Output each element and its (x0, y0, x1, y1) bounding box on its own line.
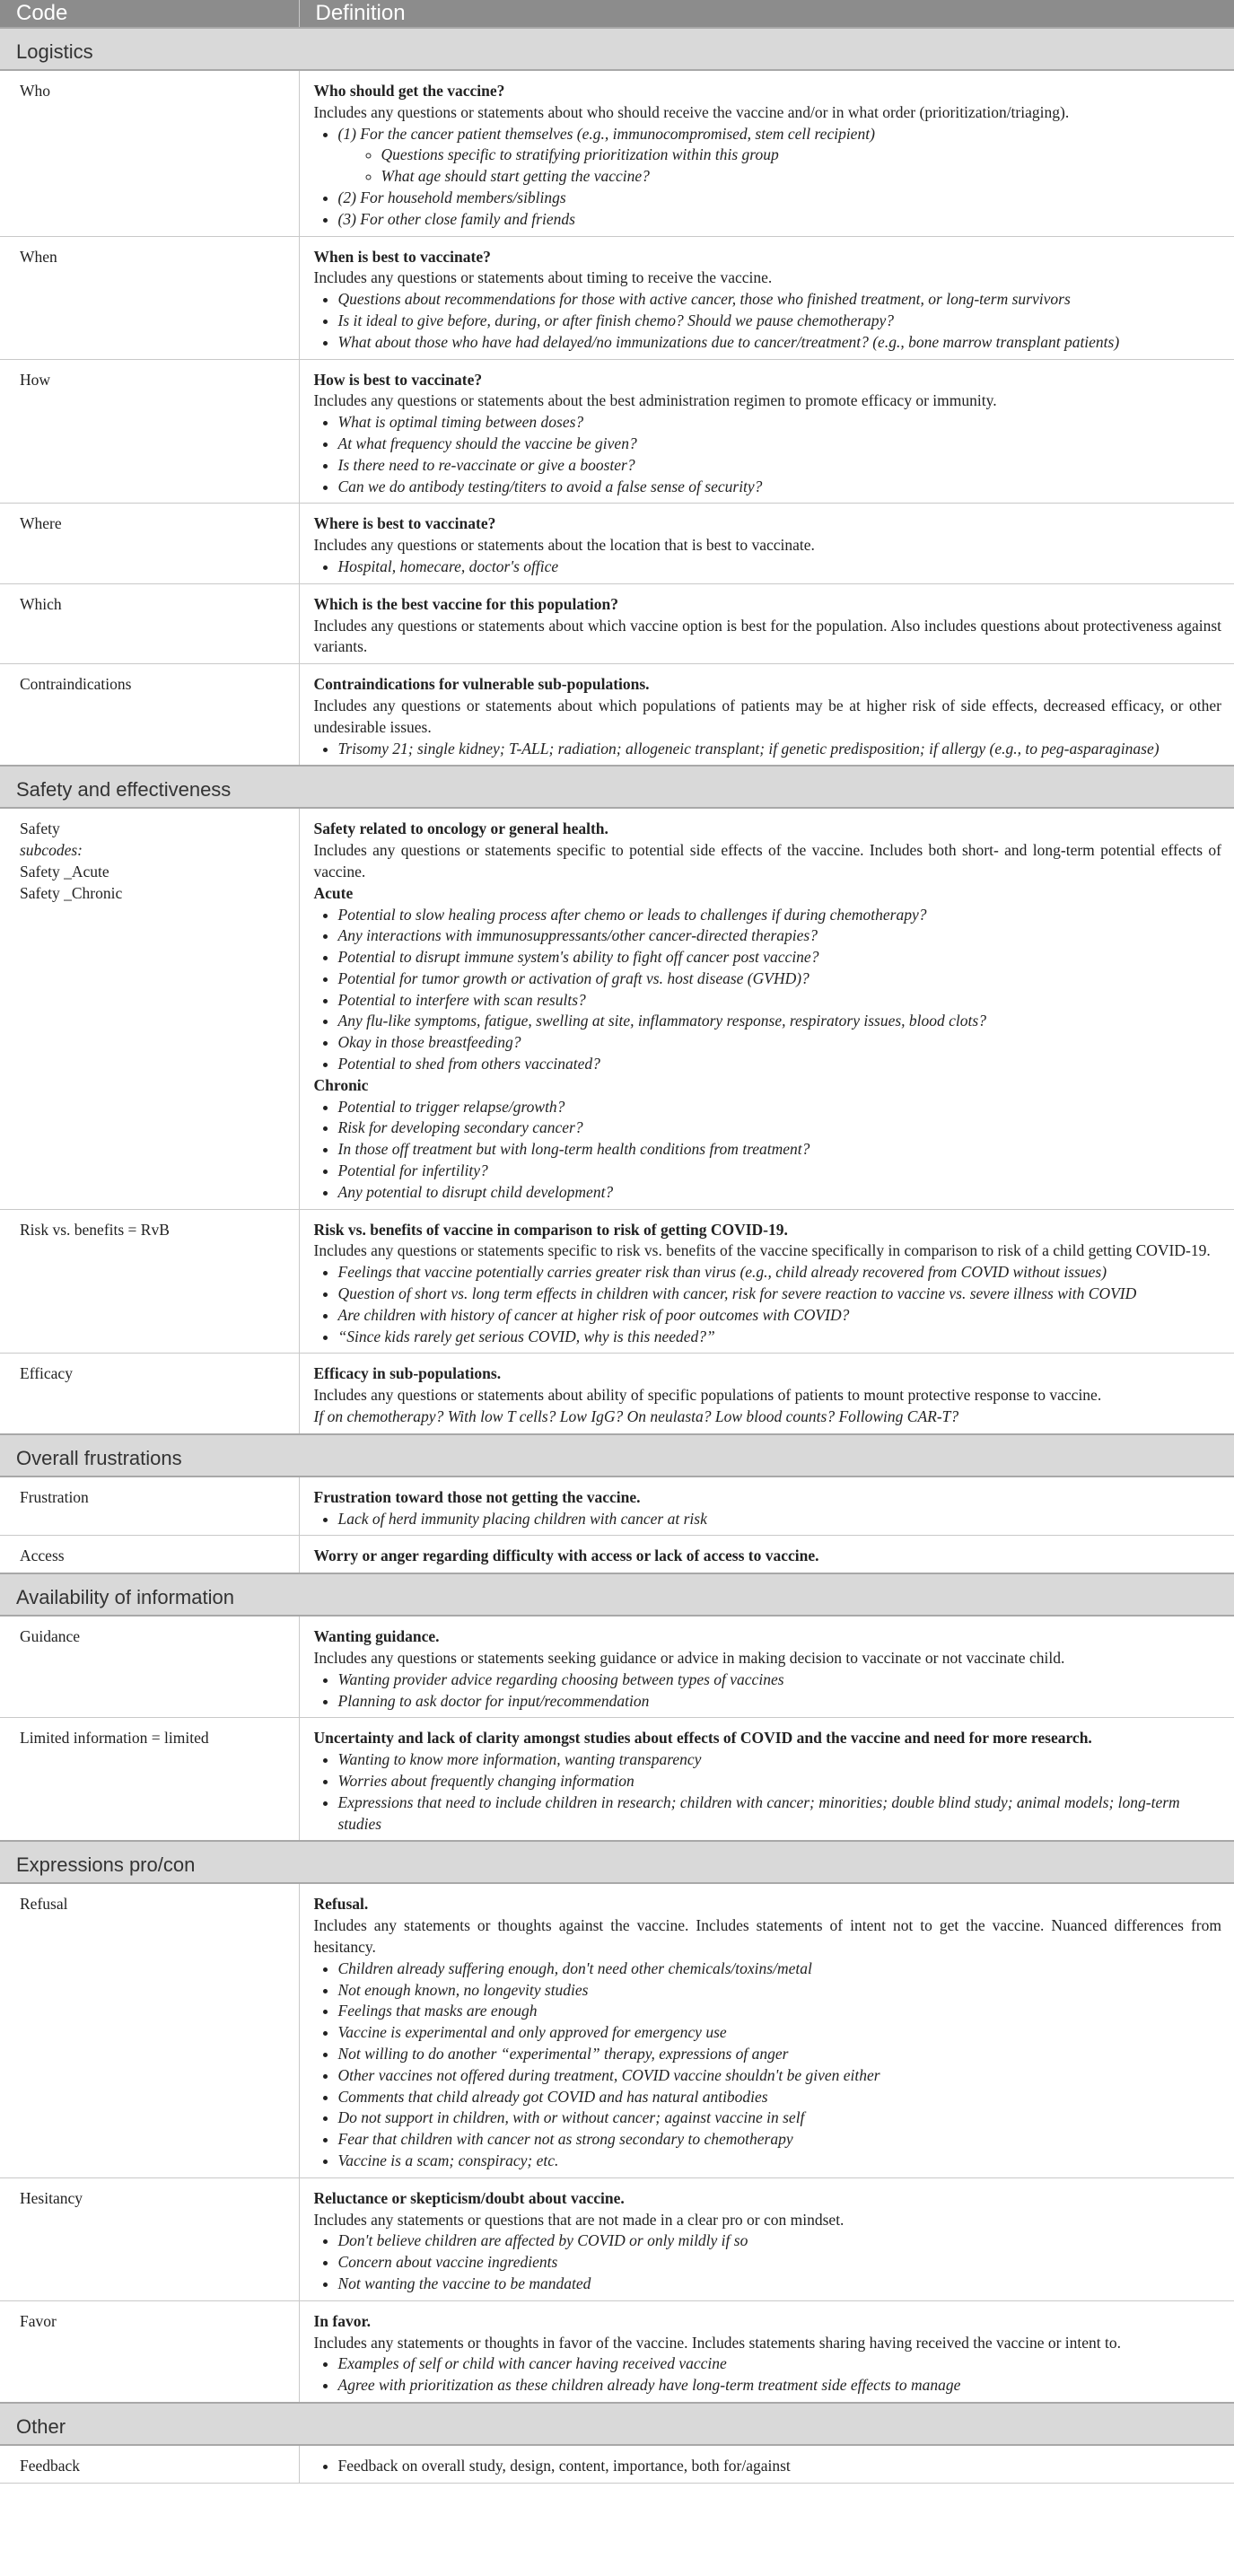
subgroup-label: Chronic (313, 1075, 369, 1094)
code-cell (0, 359, 299, 504)
definition-description: Includes any questions or statements about which vaccine option is best for the population. Also includes questions about protectiveness against variants. (313, 616, 1221, 656)
bullet-text: Don't believe children are affected by COVID or only mildly if so (337, 2231, 748, 2250)
bullet-item (338, 289, 1222, 311)
definition-title: Reluctance or skepticism/doubt about vaccine. (313, 2188, 625, 2207)
bullet-list (314, 1669, 1222, 1713)
bullet-text: “Since kids rarely get serious COVID, why is this needed?” (337, 1327, 715, 1345)
definition-description: Includes any statements or questions that are not made in a clear pro or con mindset. (313, 2210, 845, 2229)
bullet-text: Vaccine is experimental and only approved for emergency use (337, 2023, 727, 2042)
code-label: Frustration (20, 1487, 89, 1506)
bullet-list (314, 1749, 1222, 1835)
bullet-text: Agree with prioritization as these children already have long-term treatment side effects to manage (337, 2376, 961, 2395)
bullet-item (338, 1691, 1222, 1713)
definition-title: Safety related to oncology or general health. (313, 819, 608, 838)
bullet-text: Any potential to disrupt child development? (337, 1182, 614, 1201)
bullet-item (338, 1327, 1222, 1348)
bullet-item (338, 332, 1222, 354)
definition-title: Which is the best vaccine for this population? (313, 594, 618, 613)
definition-cell (299, 2445, 1234, 2483)
bullet-item (338, 739, 1222, 760)
definition-description: Includes any questions or statements seeking guidance or advice in making decision to vaccinate or not vaccinate child. (313, 1649, 1065, 1668)
code-label: Efficacy (20, 1364, 73, 1383)
table-row (0, 1536, 1234, 1573)
definition-cell (299, 2300, 1234, 2403)
definition-description: Includes any questions or statements about the location that is best to vaccinate. (313, 536, 815, 555)
bullet-item (338, 2001, 1222, 2022)
bullet-text: Questions about recommendations for those with active cancer, those who finished treatment, or long-term survivors (337, 290, 1071, 309)
definition-description: Includes any questions or statements about the best administration regimen to promote efficacy or immunity. (313, 391, 997, 410)
bullet-item (338, 1305, 1222, 1327)
definition-title: Frustration toward those not getting the vaccine. (313, 1487, 641, 1506)
subgroup-label: Acute (313, 883, 354, 902)
definition-title: Worry or anger regarding difficulty with access or lack of access to vaccine. (313, 1546, 819, 1565)
section-title: Logistics (0, 28, 1234, 70)
bullet-text: At what frequency should the vaccine be given? (337, 434, 637, 452)
bullet-text: Not wanting the vaccine to be mandated (337, 2274, 591, 2292)
bullet-list (314, 1958, 1222, 2172)
bullet-item (338, 1011, 1222, 1032)
bullet-text: (1) For the cancer patient themselves (e.g., immunocompromised, stem cell recipient) (337, 124, 875, 143)
table-row (0, 70, 1234, 236)
code-label: Hesitancy (20, 2188, 83, 2207)
code-cell (0, 1536, 299, 1573)
bullet-text: In those off treatment but with long-term health conditions from treatment? (337, 1140, 810, 1159)
code-cell (0, 808, 299, 1209)
bullet-text: Question of short vs. long term effects in children with cancer, risk for severe reaction to vaccine vs. severe illness with COVID (337, 1284, 1137, 1303)
bullet-text: Examples of self or child with cancer having received vaccine (337, 2354, 727, 2373)
table-row (0, 2445, 1234, 2483)
definition-title: Refusal. (313, 1895, 369, 1914)
bullet-text: Other vaccines not offered during treatment, COVID vaccine shouldn't be given either (337, 2065, 880, 2084)
bullet-item (338, 2230, 1222, 2252)
table-row (0, 1616, 1234, 1718)
code-label: How (20, 370, 51, 389)
bullet-text: Trisomy 21; single kidney; T-ALL; radiation; allogeneic transplant; if genetic predisposition; if allergy (e.g., to peg-asparaginase) (337, 739, 1160, 758)
table-header-row (0, 0, 1234, 28)
section-row (0, 1841, 1234, 1883)
definition-title: Efficacy in sub-populations. (313, 1364, 502, 1383)
bullet-text: Can we do antibody testing/titers to avoid a false sense of security? (337, 477, 763, 495)
code-label: Feedback (20, 2456, 81, 2475)
bullet-text: Okay in those breastfeeding? (337, 1033, 521, 1052)
definition-title: How is best to vaccinate? (313, 370, 483, 389)
bullet-item (338, 1161, 1222, 1182)
table-row (0, 1883, 1234, 2177)
bullet-item (338, 2375, 1222, 2396)
definition-cell (299, 1536, 1234, 1573)
definition-cell (299, 1883, 1234, 2177)
definition-title: Who should get the vaccine? (313, 82, 505, 100)
bullet-list (314, 124, 1222, 231)
code-cell (0, 583, 299, 663)
bullet-list (314, 1509, 1222, 1530)
bullet-list (314, 1097, 1222, 1204)
definition-description: Includes any statements or thoughts against the vaccine. Includes statements of intent not to get the vaccine. Nuanced differences from hesitancy. (313, 1916, 1221, 1956)
table-row (0, 1209, 1234, 1354)
bullet-item (338, 968, 1222, 990)
bullet-text: Expressions that need to include children in research; children with cancer; minorities; double blind study; animal models; long-term studies (337, 1792, 1180, 1833)
bullet-item (338, 1284, 1222, 1305)
bullet-item (338, 1262, 1222, 1284)
bullet-text: (3) For other close family and friends (337, 209, 575, 228)
bullet-list (314, 2353, 1222, 2396)
bullet-item (338, 1792, 1222, 1836)
bullet-text: (2) For household members/siblings (337, 188, 566, 206)
bullet-item (338, 556, 1222, 578)
section-title: Availability of information (0, 1573, 1234, 1616)
bullet-text: Do not support in children, with or without cancer; against vaccine in self (337, 2108, 805, 2127)
definition-description: Includes any questions or statements specific to potential side effects of the vaccine. Includes both short- and long-term potential effects of vaccine. (313, 841, 1221, 881)
table-row (0, 583, 1234, 663)
bullet-item (338, 1139, 1222, 1161)
bullet-text: Feelings that masks are enough (337, 2002, 538, 2020)
section-row (0, 2403, 1234, 2445)
bullet-item (338, 2353, 1222, 2375)
code-cell (0, 1718, 299, 1841)
bullet-item (338, 1117, 1222, 1139)
bullet-item (338, 990, 1222, 1012)
code-cell (0, 1883, 299, 2177)
code-cell (0, 70, 299, 236)
section-row (0, 766, 1234, 808)
definition-description: Includes any questions or statements about which populations of patients may be at higher risk of side effects, decreased efficacy, or other undesirable issues. (313, 696, 1221, 736)
bullet-text: Risk for developing secondary cancer? (337, 1118, 583, 1137)
bullet-item (338, 1032, 1222, 1054)
table-row (0, 2177, 1234, 2300)
bullet-text: Potential to shed from others vaccinated? (337, 1055, 600, 1073)
code-cell (0, 1209, 299, 1354)
code-cell (0, 664, 299, 767)
bullet-item (338, 1509, 1222, 1530)
code-cell (0, 2445, 299, 2483)
bullet-text: Children already suffering enough, don't need other chemicals/toxins/metal (337, 1958, 812, 1977)
code-label: Safety (20, 819, 60, 838)
definition-description: Includes any statements or thoughts in favor of the vaccine. Includes statements sharing having received the vaccine or intent to. (313, 2333, 1121, 2352)
code-label: Safety _Chronic (20, 883, 123, 902)
bullet-text: Potential to disrupt immune system's ability to fight off cancer post vaccine? (337, 948, 819, 967)
definition-title: Where is best to vaccinate? (313, 514, 496, 533)
bullet-text: Feelings that vaccine potentially carries greater risk than virus (e.g., child already recovered from COVID without issues) (337, 1263, 1107, 1282)
definition-cell (299, 2177, 1234, 2300)
table-row (0, 2300, 1234, 2403)
code-label: Favor (20, 2311, 57, 2330)
bullet-item (338, 477, 1222, 498)
code-label: Risk vs. benefits = RvB (20, 1220, 170, 1239)
bullet-item (338, 2274, 1222, 2295)
bullet-list (314, 1262, 1222, 1347)
bullet-item (338, 1749, 1222, 1771)
bullet-text: Feedback on overall study, design, content, importance, both for/against (337, 2456, 791, 2475)
code-cell (0, 1476, 299, 1536)
bullet-text: Worries about frequently changing information (337, 1772, 635, 1790)
code-label: Refusal (20, 1895, 68, 1914)
table-row (0, 359, 1234, 504)
definition-description: Includes any questions or statements specific to risk vs. benefits of the vaccine specifically in comparison to risk of a child getting COVID-19. (313, 1241, 1211, 1260)
section-row (0, 28, 1234, 70)
bullet-item (338, 1980, 1222, 2002)
bullet-item (338, 2129, 1222, 2151)
definition-description: Includes any questions or statements about ability of specific populations of patients to mount protective response to vaccine. (313, 1386, 1102, 1405)
bullet-text: Fear that children with cancer not as strong secondary to chemotherapy (337, 2130, 793, 2149)
header-code: Code (0, 0, 299, 28)
bullet-item (338, 1097, 1222, 1118)
bullet-item (338, 1182, 1222, 1204)
table-body (0, 28, 1234, 2483)
code-label: Contraindications (20, 675, 132, 694)
section-title: Other (0, 2403, 1234, 2445)
bullet-text: Concern about vaccine ingredients (337, 2253, 558, 2272)
code-cell (0, 1616, 299, 1718)
bullet-list (314, 905, 1222, 1075)
code-label: Access (20, 1546, 65, 1565)
bullet-text: Potential to interfere with scan results? (337, 990, 586, 1009)
sub-bullet-item: ◦ Questions specific to stratifying prioritization within this group (381, 145, 1222, 166)
definition-cell (299, 236, 1234, 359)
sub-bullet-item: ◦ What age should start getting the vaccine? (381, 166, 1222, 188)
definition-cell (299, 1209, 1234, 1354)
definition-cell (299, 583, 1234, 663)
bullet-item (338, 2252, 1222, 2274)
table-row (0, 236, 1234, 359)
bullet-item (338, 455, 1222, 477)
definition-title: Contraindications for vulnerable sub-populations. (313, 675, 650, 694)
bullet-text: Potential for infertility? (337, 1161, 488, 1180)
bullet-text: Lack of herd immunity placing children with cancer at risk (337, 1509, 707, 1528)
code-label: Where (20, 514, 62, 533)
bullet-text: Hospital, homecare, doctor's office (337, 556, 559, 575)
bullet-list (314, 412, 1222, 497)
definition-cell (299, 1616, 1234, 1718)
definition-title: Wanting guidance. (313, 1627, 440, 1646)
definition-cell (299, 808, 1234, 1209)
definition-title: Risk vs. benefits of vaccine in comparison to risk of getting COVID-19. (313, 1220, 788, 1239)
bullet-item (338, 1771, 1222, 1792)
bullet-item (338, 311, 1222, 332)
table-row (0, 1354, 1234, 1434)
bullet-item (338, 1054, 1222, 1075)
sub-bullet-list (338, 145, 1222, 188)
bullet-text: Potential to slow healing process after chemo or leads to challenges if during chemotherapy? (337, 905, 927, 924)
bullet-list (314, 2456, 1222, 2477)
bullet-item (338, 2022, 1222, 2044)
table-row (0, 1476, 1234, 1536)
bullet-item (338, 2151, 1222, 2172)
bullet-item (338, 2065, 1222, 2087)
bullet-text: Are children with history of cancer at higher risk of poor outcomes with COVID? (337, 1305, 850, 1324)
bullet-text: Potential for tumor growth or activation of graft vs. host disease (GVHD)? (337, 968, 810, 987)
table-row (0, 504, 1234, 583)
bullet-item (338, 188, 1222, 209)
definition-cell (299, 1718, 1234, 1841)
bullet-item (338, 124, 1222, 188)
definition-title: Uncertainty and lack of clarity amongst studies about effects of COVID and the vaccine and need for more research. (313, 1729, 1092, 1748)
bullet-text: Wanting provider advice regarding choosing between types of vaccines (337, 1669, 784, 1688)
bullet-item (338, 1669, 1222, 1691)
section-title: Overall frustrations (0, 1434, 1234, 1476)
bullet-item (338, 2087, 1222, 2108)
bullet-item (338, 209, 1222, 231)
code-cell (0, 2300, 299, 2403)
bullet-item (338, 2044, 1222, 2065)
bullet-list (314, 289, 1222, 353)
definition-cell (299, 504, 1234, 583)
bullet-list (314, 2230, 1222, 2294)
code-label: Who (20, 82, 51, 100)
section-title: Expressions pro/con (0, 1841, 1234, 1883)
bullet-text: Planning to ask doctor for input/recommendation (337, 1691, 650, 1710)
bullet-item (338, 2107, 1222, 2129)
code-label: When (20, 247, 57, 266)
bullet-item (338, 947, 1222, 968)
bullet-item (338, 434, 1222, 455)
code-cell (0, 504, 299, 583)
bullet-text: What is optimal timing between doses? (337, 413, 584, 432)
bullet-text: Comments that child already got COVID and has natural antibodies (337, 2087, 768, 2106)
bullet-text: Is there need to re-vaccinate or give a booster? (337, 455, 635, 474)
bullet-text: Vaccine is a scam; conspiracy; etc. (337, 2151, 559, 2169)
bullet-item (338, 925, 1222, 947)
definition-description: Includes any questions or statements about who should receive the vaccine and/or in what order (prioritization/triaging). (313, 102, 1070, 121)
header-definition: Definition (299, 0, 1234, 28)
table-row (0, 1718, 1234, 1841)
bullet-text: What about those who have had delayed/no immunizations due to cancer/treatment? (e.g., bone marrow transplant patients) (337, 332, 1120, 351)
code-label: Limited information = limited (20, 1729, 209, 1748)
table-row (0, 808, 1234, 1209)
code-cell (0, 236, 299, 359)
bullet-text: Not enough known, no longevity studies (337, 1980, 589, 1999)
bullet-text: Not willing to do another “experimental” therapy, expressions of anger (337, 2044, 789, 2063)
bullet-text: Wanting to know more information, wanting transparency (337, 1750, 702, 1769)
code-cell (0, 1354, 299, 1434)
bullet-item (338, 1958, 1222, 1980)
code-cell (0, 2177, 299, 2300)
section-title: Safety and effectiveness (0, 766, 1234, 808)
table-row (0, 664, 1234, 767)
definition-note: If on chemotherapy? With low T cells? Low IgG? On neulasta? Low blood counts? Following CAR-T? (313, 1407, 959, 1426)
code-label: subcodes: (20, 841, 83, 860)
code-label: Safety _Acute (20, 862, 109, 881)
bullet-item (338, 905, 1222, 926)
bullet-text: Potential to trigger relapse/growth? (337, 1097, 565, 1116)
bullet-item (338, 412, 1222, 434)
definition-cell (299, 664, 1234, 767)
definition-cell (299, 359, 1234, 504)
bullet-item (338, 2456, 1222, 2477)
bullet-text: Is it ideal to give before, during, or after finish chemo? Should we pause chemotherapy? (337, 311, 895, 329)
definition-description: Includes any questions or statements about timing to receive the vaccine. (313, 268, 773, 287)
code-label: Which (20, 594, 62, 613)
bullet-list (314, 556, 1222, 578)
definition-cell (299, 1354, 1234, 1434)
definition-title: When is best to vaccinate? (313, 247, 491, 266)
bullet-text: Any flu-like symptoms, fatigue, swelling at site, inflammatory response, respiratory issues, blood clots? (337, 1012, 986, 1030)
definition-title: In favor. (313, 2311, 372, 2330)
bullet-text: Any interactions with immunosuppressants/other cancer-directed therapies? (337, 926, 818, 945)
definition-cell (299, 1476, 1234, 1536)
section-row (0, 1573, 1234, 1616)
section-row (0, 1434, 1234, 1476)
bullet-list (314, 739, 1222, 760)
definition-cell (299, 70, 1234, 236)
code-label: Guidance (20, 1627, 81, 1646)
